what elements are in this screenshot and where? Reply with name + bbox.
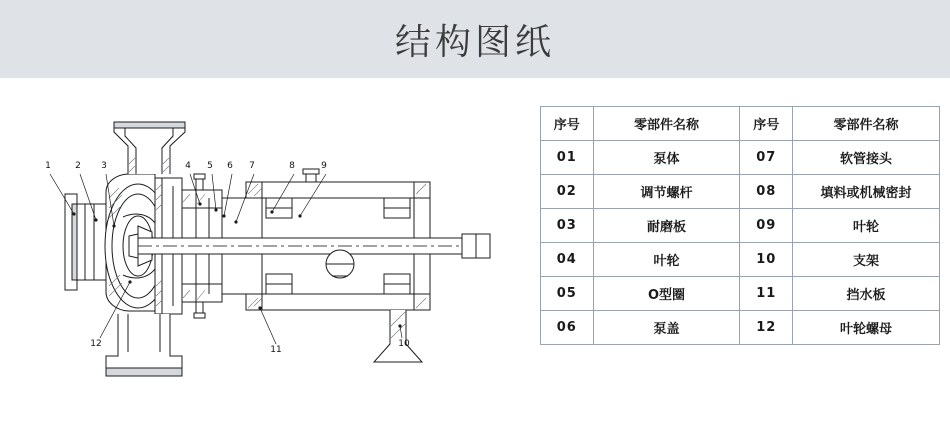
- part-no: 08: [740, 175, 793, 209]
- header-name-2: 零部件名称: [793, 107, 940, 141]
- callout-11: 11: [270, 345, 282, 355]
- part-name: 软管接头: [793, 141, 940, 175]
- part-no: 06: [541, 311, 594, 345]
- callout-12: 12: [90, 339, 102, 349]
- table-row: [541, 141, 940, 175]
- header-no-1: 序号: [541, 107, 594, 141]
- part-no: 11: [740, 277, 793, 311]
- part-no: 07: [740, 141, 793, 175]
- page-title: 结构图纸: [394, 21, 555, 63]
- part-name: 填料或机械密封: [793, 175, 940, 209]
- header-name-1: 零部件名称: [593, 107, 740, 141]
- pump-assembly-drawing: [10, 86, 530, 416]
- pump-cross-section-svg: [10, 86, 530, 416]
- callout-7: 7: [249, 161, 255, 171]
- part-name: 叶轮: [793, 209, 940, 243]
- part-name: 泵体: [593, 141, 740, 175]
- callout-6: 6: [227, 161, 233, 171]
- part-no: 10: [740, 243, 793, 277]
- part-name: 耐磨板: [593, 209, 740, 243]
- callout-3: 3: [101, 161, 107, 171]
- part-no: 01: [541, 141, 594, 175]
- part-name: 叶轮: [593, 243, 740, 277]
- part-name: 支架: [793, 243, 940, 277]
- callout-9: 9: [321, 161, 327, 171]
- part-name: 叶轮螺母: [793, 311, 940, 345]
- part-name: 泵盖: [593, 311, 740, 345]
- table-row: [541, 277, 940, 311]
- callout-10: 10: [398, 339, 410, 349]
- table-row: [541, 311, 940, 345]
- part-no: 03: [541, 209, 594, 243]
- callout-8: 8: [289, 161, 295, 171]
- table-row: [541, 175, 940, 209]
- parts-list: [540, 106, 940, 345]
- part-no: 05: [541, 277, 594, 311]
- callout-5: 5: [207, 161, 213, 171]
- part-name: O型圈: [593, 277, 740, 311]
- part-no: 09: [740, 209, 793, 243]
- table-row: [541, 209, 940, 243]
- part-name: 挡水板: [793, 277, 940, 311]
- part-no: 12: [740, 311, 793, 345]
- header-no-2: 序号: [740, 107, 793, 141]
- part-no: 02: [541, 175, 594, 209]
- callout-4: 4: [185, 161, 191, 171]
- part-no: 04: [541, 243, 594, 277]
- main-content: [0, 78, 950, 424]
- callout-1: 1: [45, 161, 51, 171]
- table-row: [541, 243, 940, 277]
- part-name: 调节螺杆: [593, 175, 740, 209]
- page-banner: [0, 0, 950, 78]
- callout-2: 2: [75, 161, 81, 171]
- table-header-row: [541, 107, 940, 141]
- parts-table: [540, 106, 940, 345]
